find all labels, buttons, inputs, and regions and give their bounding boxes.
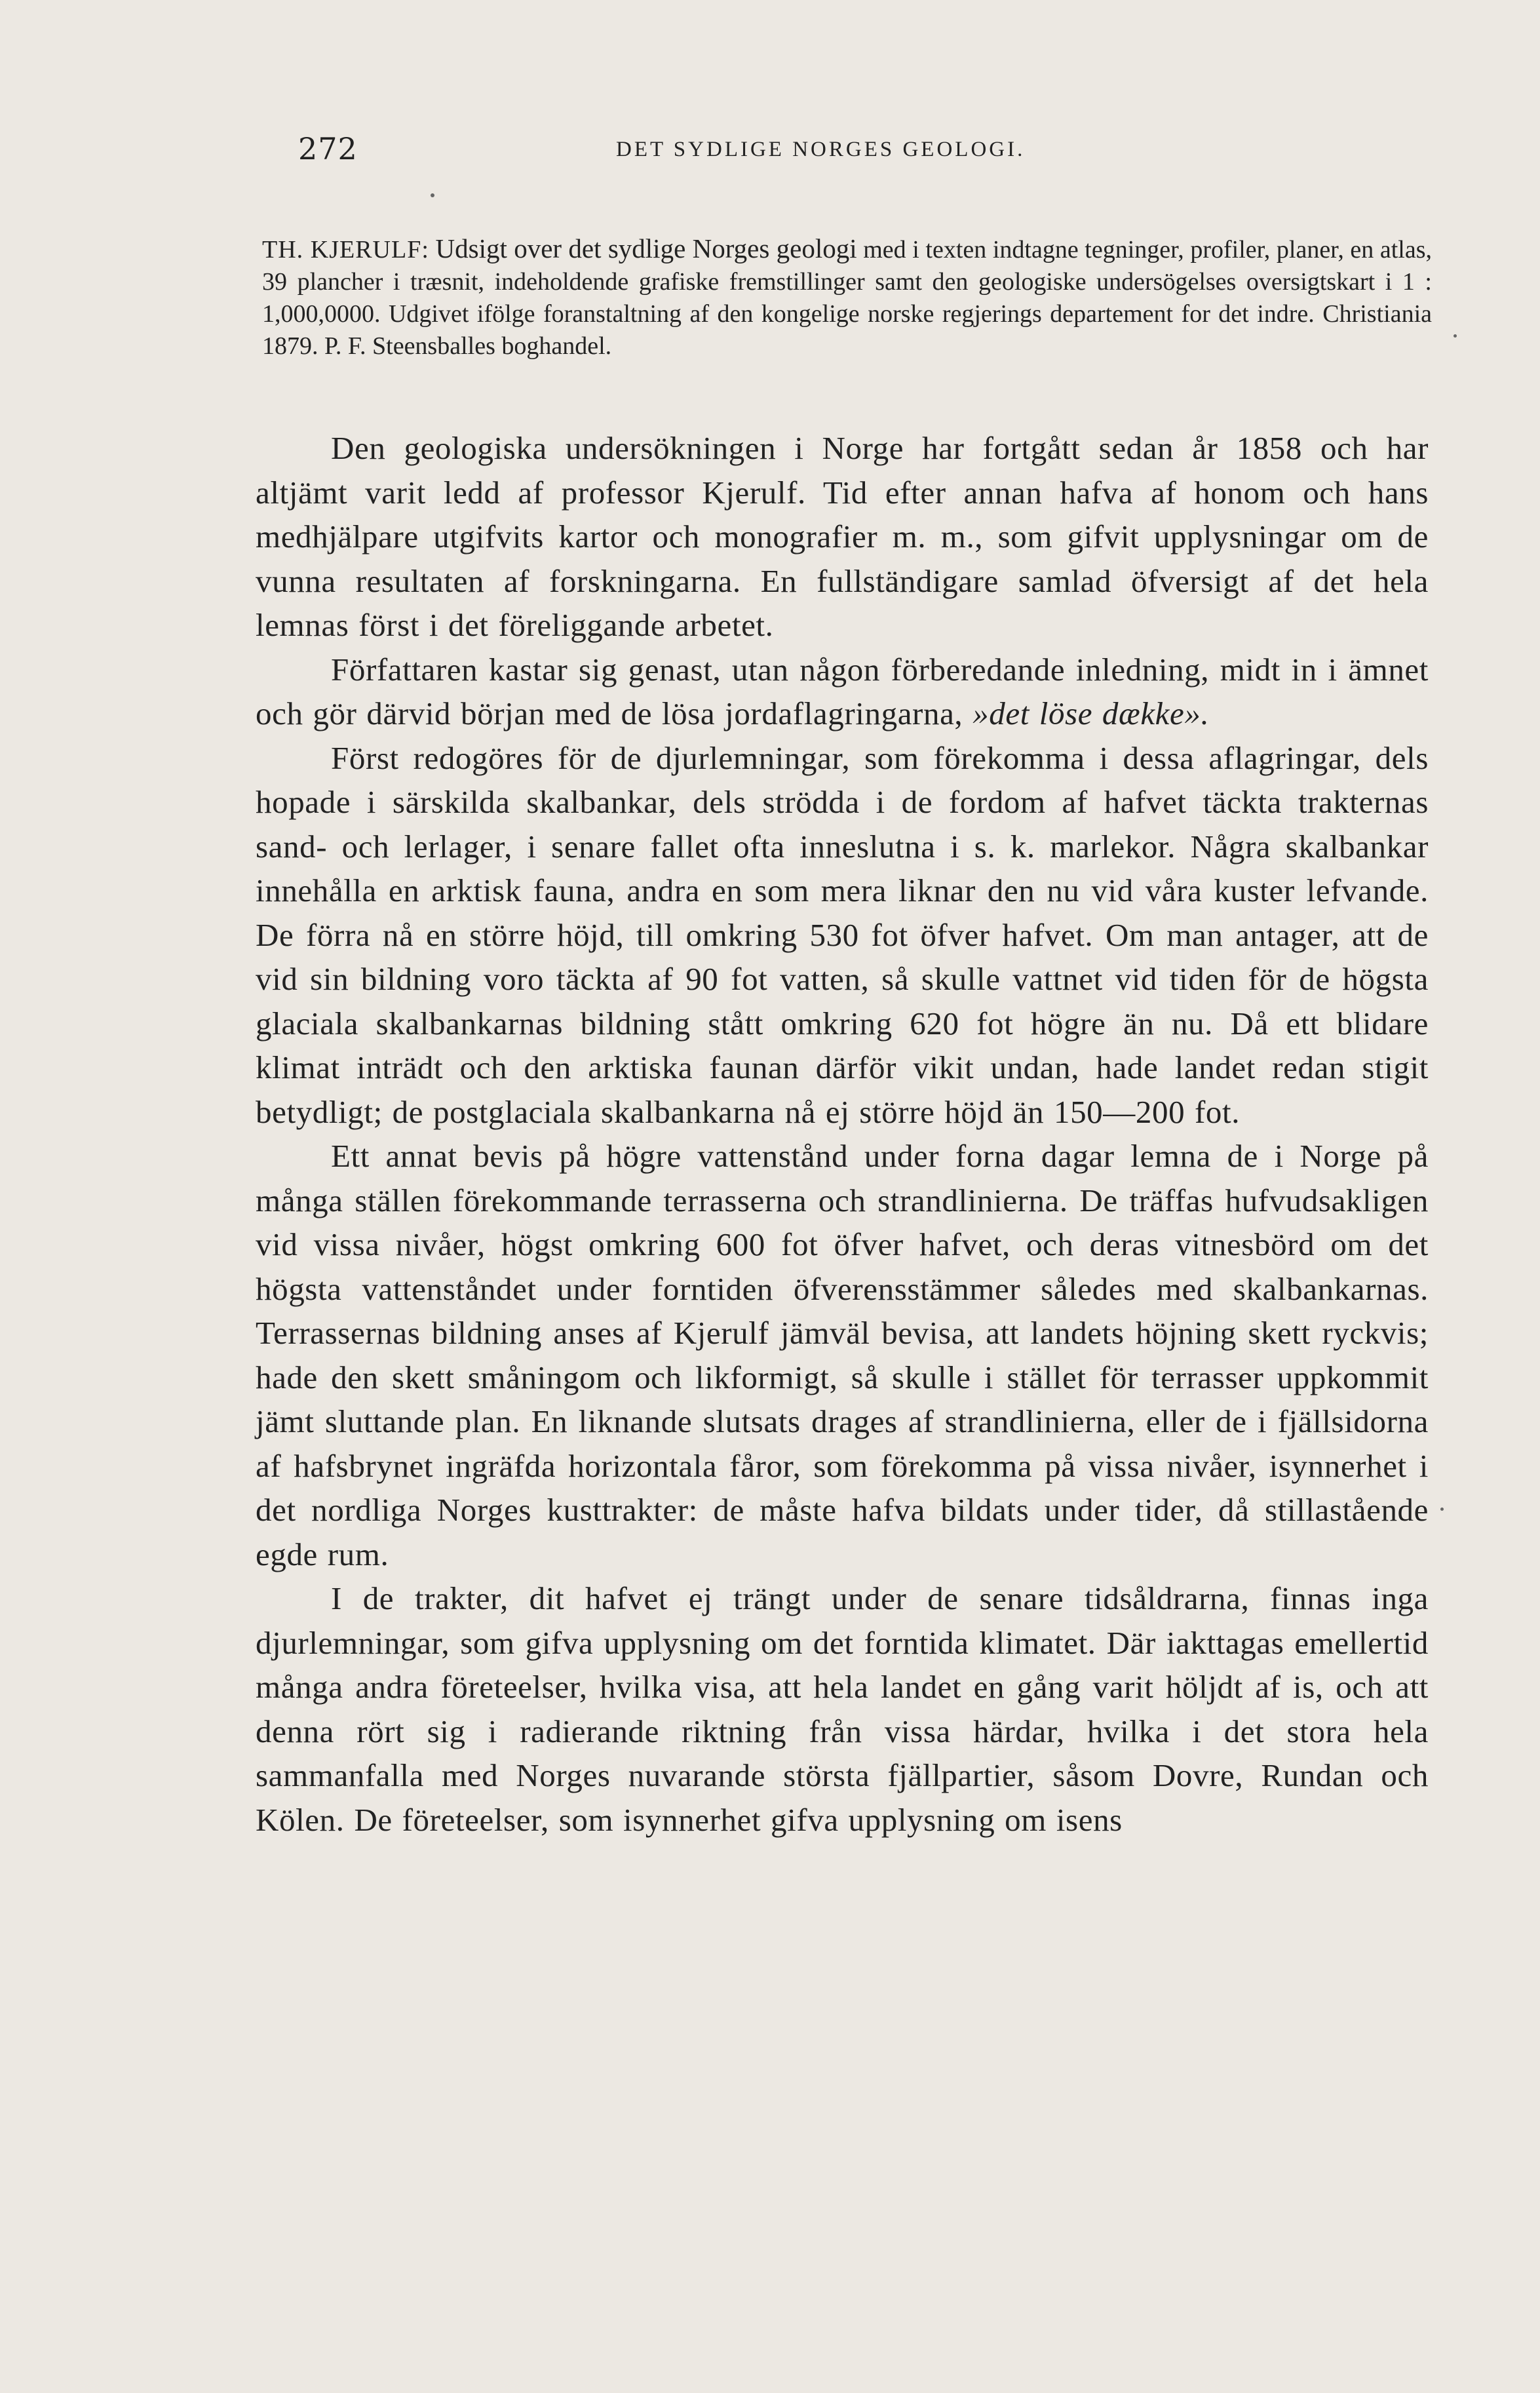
bibliographic-entry (262, 233, 1432, 362)
paragraph-1: Den geologiska undersökningen i Norge har fortgått sedan år 1858 och har altjämt varit ledd af professor Kjerulf. Tid efter annan hafva af honom och hans medhjälpare utgifvits kartor och monografier m. m., som gifvit upplysningar om de vunna resultaten af forskningarna. En fullständigare samlad öfversigt af det hela lemnas först i det föreliggande arbetet. (256, 430, 1429, 643)
bib-title: Udsigt over det sydlige Norges geologi (435, 233, 857, 263)
print-speck (1453, 334, 1457, 338)
paragraph-2-text: Författaren kastar sig genast, utan någon förberedande inledning, midt in i ämnet och gör därvid början med de lösa jordaflagringarna, (256, 651, 1429, 731)
page-number: 272 (298, 131, 358, 166)
bib-details: med i texten indtagne tegninger, profiler, planer, en atlas, 39 plancher i træsnit, indeholdende grafiske fremstillinger samt den geologiske undersögelses oversigtskart i 1 : 1,000,0000. Udgivet ifölge foranstaltning af den kongelige norske regjerings departement for det indre. Christiania 1879. P. F. Steensballes boghandel. (262, 236, 1433, 360)
page-header (298, 131, 1425, 177)
paragraph-2-italic: »det löse dække». (972, 695, 1210, 731)
print-speck (1440, 1508, 1444, 1511)
bib-author: TH. KJERULF: (262, 236, 429, 263)
paragraph-3: Först redogöres för de djurlemningar, som förekomma i dessa aflagringar, dels hopade i särskilda skalbankar, dels strödda i de fordom af hafvet täckta trakternas sand- och lerlager, i senare fallet ofta inneslutna i s. k. marlekor. Några skalbankar innehålla en arktisk fauna, andra en som mera liknar den nu vid våra kuster lefvande. De förra nå en större höjd, till omkring 530 fot öfver hafvet. Om man antager, att de vid sin bildning voro täckta af 90 fot vatten, så skulle vattnet vid tiden för de högsta glaciala skalbankarnas bildning stått omkring 620 fot högre än nu. Då ett blidare klimat inträdt och den arktiska faunan därför vikit undan, hade landet redan stigit betydligt; de postglaciala skalbankarna nå ej större höjd än 150—200 fot. (256, 739, 1429, 1130)
print-speck (431, 193, 434, 197)
running-title: DET SYDLIGE NORGES GEOLOGI. (616, 138, 1026, 161)
paragraph-5: I de trakter, dit hafvet ej trängt under de senare tidsåldrarna, finnas inga djurlemningar, som gifva upplysning om det forntida klimatet. Där iakttagas emellertid många andra företeelser, hvilka visa, att hela landet en gång varit höljdt af is, och att denna rört sig i radierande riktning från vissa härdar, hvilka i det stora hela sammanfalla med Norges nuvarande största fjällpartier, såsom Dovre, Rundan och Kölen. De företeelser, som isynnerhet gifva upplysning om isens (256, 1580, 1429, 1838)
paragraph-4: Ett annat bevis på högre vattenstånd under forna dagar lemna de i Norge på många ställen förekommande terrasserna och strandlinierna. De träffas hufvudsakligen vid vissa nivåer, högst omkring 600 fot öfver hafvet, och deras vitnesbörd om det högsta vattenståndet under forntiden öfverensstämmer således med skalbankarnas. Terrassernas bildning anses af Kjerulf jämväl bevisa, att landets höjning skett ryckvis; hade den skett småningom och likformigt, så skulle i stället för terrasser uppkommit jämt sluttande plan. En liknande slutsats drages af strandlinierna, eller de i fjällsidorna af hafsbrynet ingräfda horizontala fåror, som förekomma på vissa nivåer, isynnerhet i det nordliga Norges kusttrakter: de måste hafva bildats under tider, då stillastående egde rum. (256, 1138, 1429, 1572)
paragraph-2 (256, 648, 1429, 736)
body-text (256, 426, 1429, 1842)
